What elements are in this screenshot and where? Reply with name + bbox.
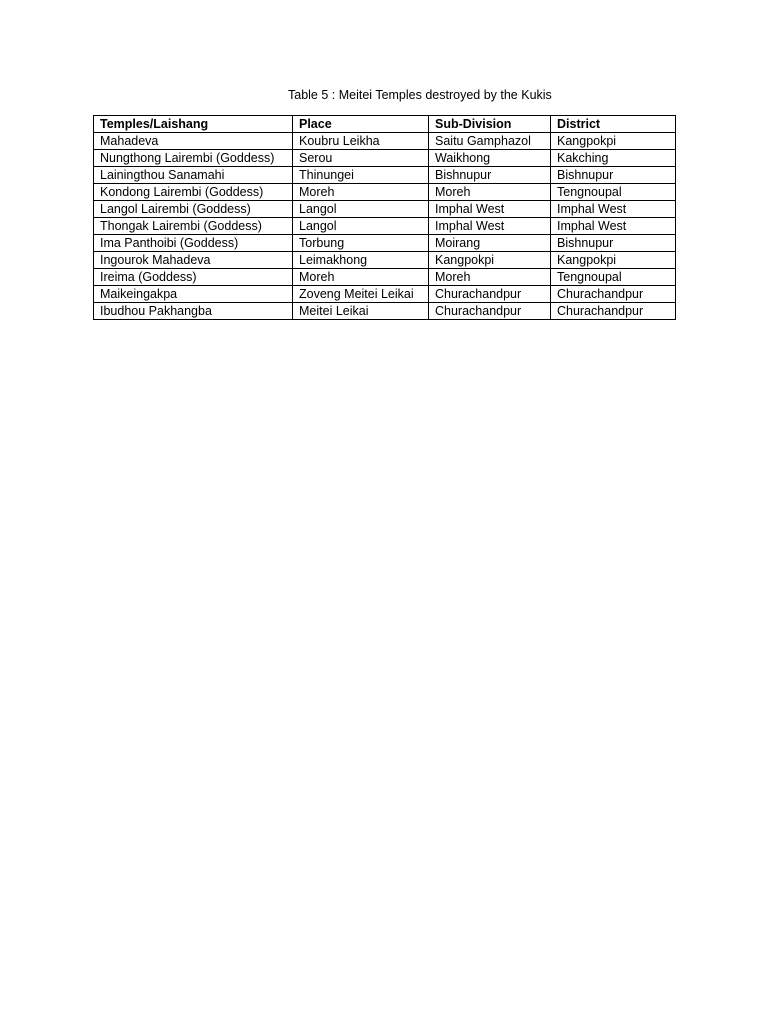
table-row <box>94 235 676 252</box>
cell-district: Bishnupur <box>551 167 676 184</box>
cell-district: Kangpokpi <box>551 133 676 150</box>
cell-temple: Ingourok Mahadeva <box>94 252 293 269</box>
cell-district: Churachandpur <box>551 303 676 320</box>
cell-district: Imphal West <box>551 201 676 218</box>
cell-district: Bishnupur <box>551 235 676 252</box>
cell-district: Imphal West <box>551 218 676 235</box>
cell-temple: Ima Panthoibi (Goddess) <box>94 235 293 252</box>
temples-table <box>93 115 676 320</box>
cell-district: Kangpokpi <box>551 252 676 269</box>
cell-place: Leimakhong <box>293 252 429 269</box>
cell-temple: Lainingthou Sanamahi <box>94 167 293 184</box>
table-row <box>94 133 676 150</box>
cell-place: Serou <box>293 150 429 167</box>
cell-district: Tengnoupal <box>551 184 676 201</box>
cell-temple: Thongak Lairembi (Goddess) <box>94 218 293 235</box>
table-row <box>94 269 676 286</box>
table-row <box>94 252 676 269</box>
cell-district: Tengnoupal <box>551 269 676 286</box>
table-row <box>94 184 676 201</box>
cell-temple: Mahadeva <box>94 133 293 150</box>
cell-sub-division: Churachandpur <box>429 303 551 320</box>
cell-place: Torbung <box>293 235 429 252</box>
cell-sub-division: Moreh <box>429 269 551 286</box>
cell-place: Meitei Leikai <box>293 303 429 320</box>
cell-temple: Langol Lairembi (Goddess) <box>94 201 293 218</box>
cell-district: Churachandpur <box>551 286 676 303</box>
cell-place: Moreh <box>293 184 429 201</box>
column-header-district: District <box>551 116 676 133</box>
table-row <box>94 286 676 303</box>
column-header-sub-division: Sub-Division <box>429 116 551 133</box>
table-header-row <box>94 116 676 133</box>
cell-sub-division: Moirang <box>429 235 551 252</box>
table-row <box>94 218 676 235</box>
table-row <box>94 303 676 320</box>
cell-place: Langol <box>293 201 429 218</box>
table-row <box>94 167 676 184</box>
cell-temple: Ireima (Goddess) <box>94 269 293 286</box>
cell-place: Langol <box>293 218 429 235</box>
cell-temple: Maikeingakpa <box>94 286 293 303</box>
cell-sub-division: Churachandpur <box>429 286 551 303</box>
cell-sub-division: Kangpokpi <box>429 252 551 269</box>
cell-district: Kakching <box>551 150 676 167</box>
table-caption: Table 5 : Meitei Temples destroyed by the Kukis <box>288 88 552 102</box>
cell-place: Moreh <box>293 269 429 286</box>
cell-place: Thinungei <box>293 167 429 184</box>
cell-sub-division: Imphal West <box>429 201 551 218</box>
cell-sub-division: Moreh <box>429 184 551 201</box>
cell-sub-division: Saitu Gamphazol <box>429 133 551 150</box>
cell-temple: Nungthong Lairembi (Goddess) <box>94 150 293 167</box>
table-row <box>94 201 676 218</box>
cell-place: Zoveng Meitei Leikai <box>293 286 429 303</box>
cell-sub-division: Imphal West <box>429 218 551 235</box>
cell-sub-division: Waikhong <box>429 150 551 167</box>
cell-place: Koubru Leikha <box>293 133 429 150</box>
cell-sub-division: Bishnupur <box>429 167 551 184</box>
column-header-temples: Temples/Laishang <box>94 116 293 133</box>
table-row <box>94 150 676 167</box>
cell-temple: Kondong Lairembi (Goddess) <box>94 184 293 201</box>
column-header-place: Place <box>293 116 429 133</box>
cell-temple: Ibudhou Pakhangba <box>94 303 293 320</box>
